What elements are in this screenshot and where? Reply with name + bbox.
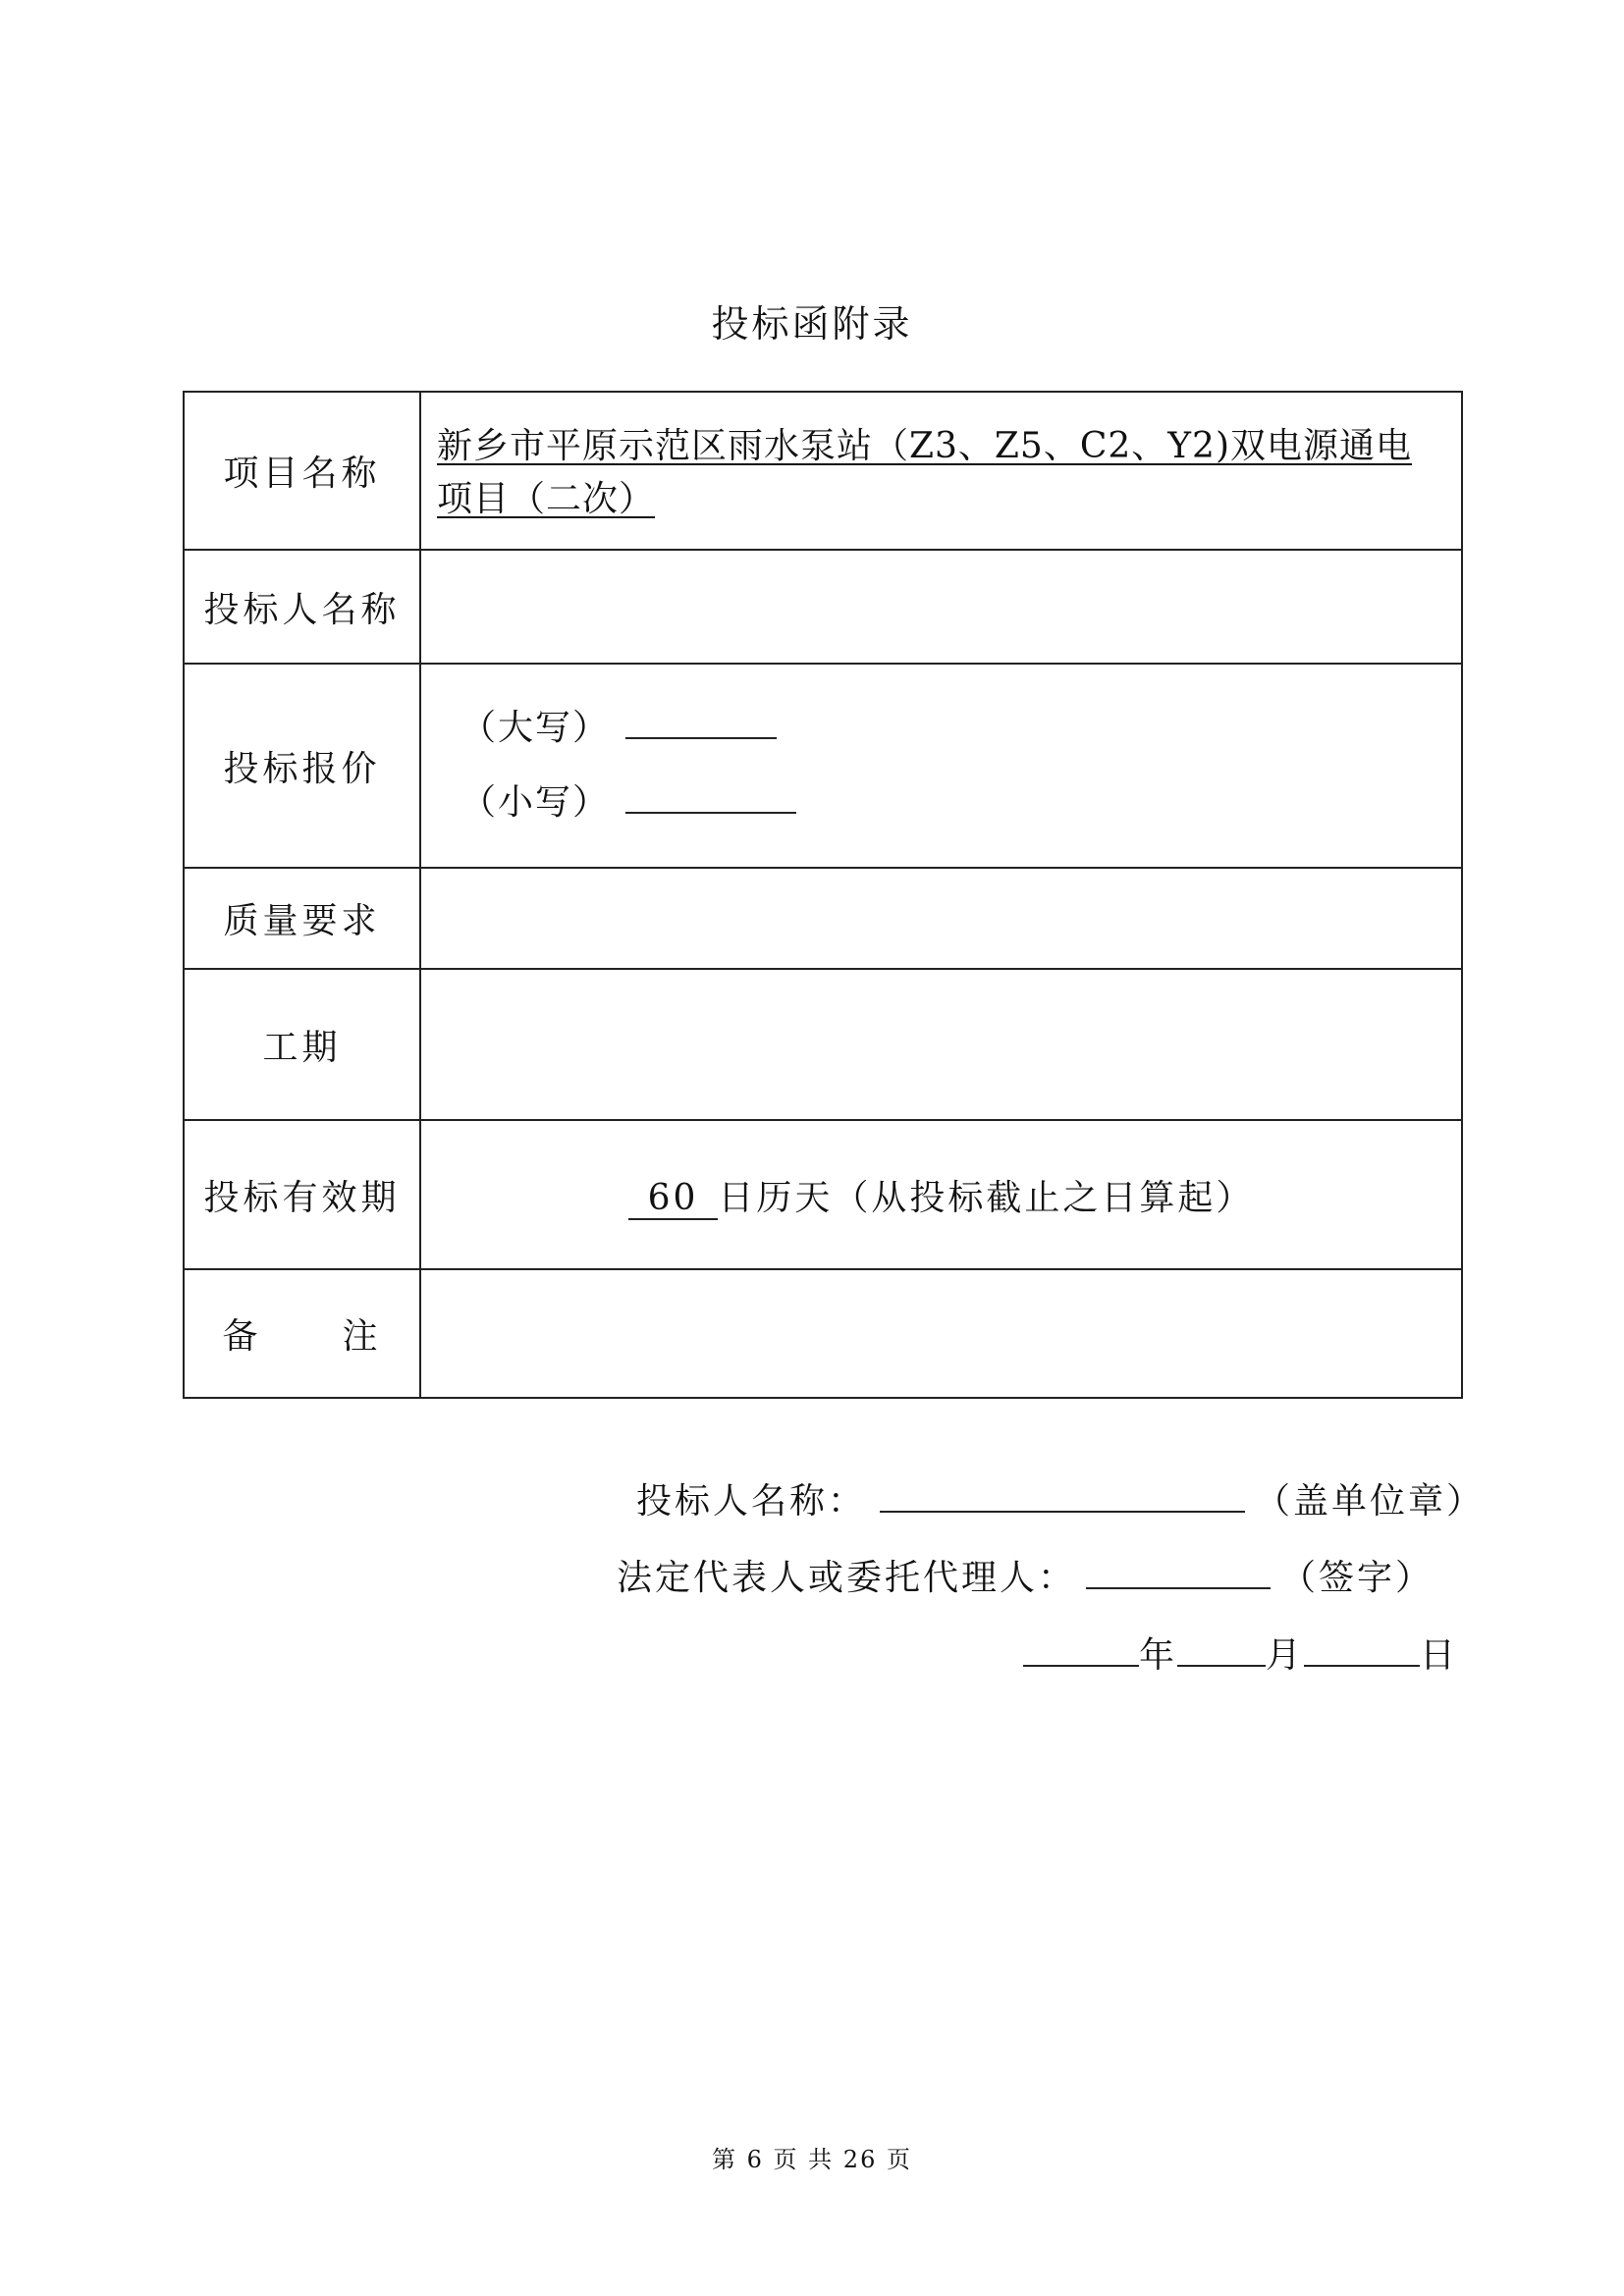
bidder-name-field[interactable] [420,550,1462,664]
price-lower-line [421,766,1461,840]
duration-label: 工期 [184,969,420,1120]
project-name-label: 项目名称 [184,392,420,550]
price-upper-label: （大写） [460,708,611,748]
signature-rep-label: 法定代表人或委托代理人： [617,1558,1077,1598]
date-month-label: 月 [1266,1635,1305,1676]
page-title: 投标函附录 [711,302,913,346]
quality-label: 质量要求 [184,868,420,969]
date-year-blank[interactable] [1023,1631,1139,1667]
remark-label-char2: 注 [342,1316,382,1357]
validity-cell [420,1120,1462,1269]
validity-days: 60 [628,1179,719,1220]
bid-price-cell [420,664,1462,868]
page-footer: 第 6 页 共 26 页 [712,2146,912,2173]
project-name-line2: 项目（二次） [437,478,656,519]
row-quality [184,868,1462,969]
project-name-value [421,416,1461,526]
row-bidder-name [184,550,1462,664]
price-upper-line [421,691,1461,766]
project-name-line1: 新乡市平原示范区雨水泵站（Z3、Z5、C2、Y2)双电源通电 [437,425,1413,466]
remark-field[interactable] [420,1269,1462,1398]
signature-date-line [1023,1631,1458,1681]
bidder-name-label: 投标人名称 [184,550,420,664]
row-validity [184,1120,1462,1269]
date-day-label: 日 [1420,1635,1459,1676]
signature-rep-blank[interactable] [1086,1554,1271,1589]
signature-rep-suffix: （签字） [1280,1558,1435,1598]
signature-bidder-blank[interactable] [880,1477,1245,1513]
bid-appendix-table [183,391,1463,1399]
project-name-cell [420,392,1462,550]
date-year-label: 年 [1139,1635,1178,1676]
date-month-blank[interactable] [1177,1631,1266,1667]
validity-text: 日历天（从投标截止之日算起） [718,1177,1255,1218]
signature-bidder-line [636,1477,1485,1526]
price-lower-blank[interactable] [625,774,796,814]
row-bid-price [184,664,1462,868]
signature-bidder-suffix: （盖单位章） [1255,1481,1486,1522]
duration-field[interactable] [420,969,1462,1120]
signature-bidder-label: 投标人名称： [636,1481,867,1522]
remark-label-char1: 备 [222,1316,262,1357]
price-upper-blank[interactable] [625,700,777,739]
validity-label: 投标有效期 [184,1120,420,1269]
row-project-name [184,392,1462,550]
price-lower-label: （小写） [460,782,611,823]
bid-price-label: 投标报价 [184,664,420,868]
row-duration [184,969,1462,1120]
signature-rep-line [617,1554,1434,1603]
row-remark [184,1269,1462,1398]
date-day-blank[interactable] [1304,1631,1420,1667]
remark-label [184,1269,420,1398]
quality-field[interactable] [420,868,1462,969]
